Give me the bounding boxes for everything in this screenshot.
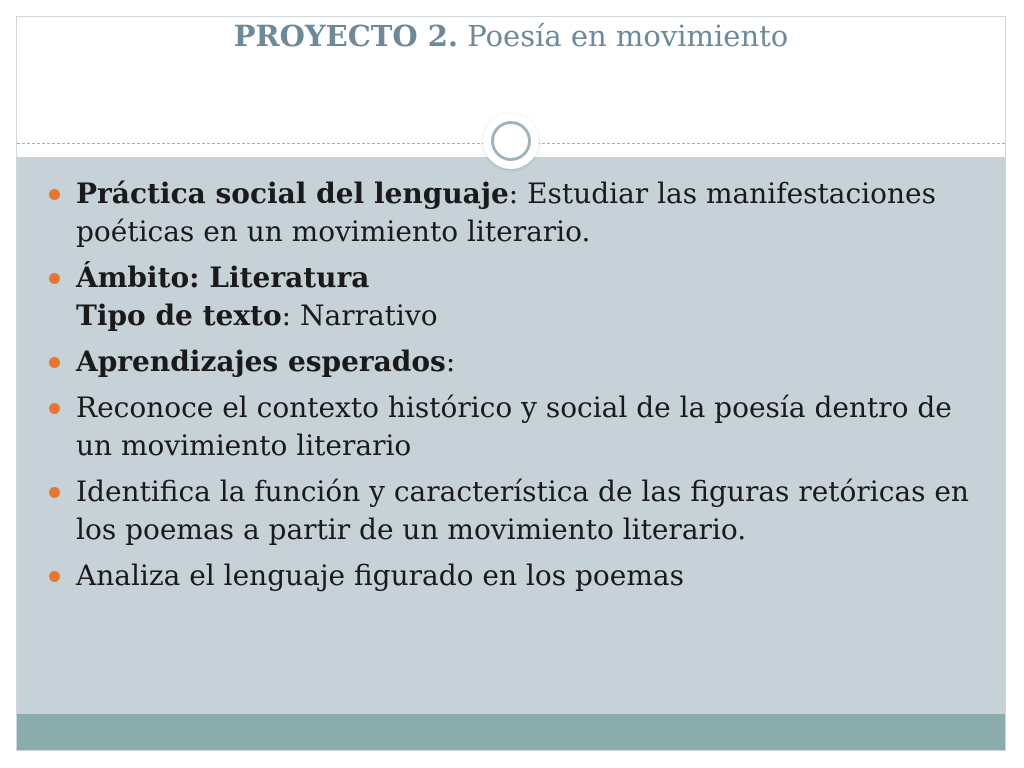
bullet-item-reconoce: [49, 389, 979, 465]
circle-ornament-icon: [483, 113, 539, 169]
bullet-text: Identifica la función y característica de las figuras retóricas en los poemas a partir de un movimiento literario.: [76, 475, 969, 546]
bullet-bold-label: Práctica social del lenguaje: [76, 177, 509, 210]
slide-title: [17, 18, 1005, 54]
bullet-text: : Estudiar las manifestaciones poéticas en un movimiento literario.: [76, 177, 936, 248]
bullet-item-aprendizajes: [49, 343, 979, 381]
slide: [16, 16, 1006, 751]
title-subject: Poesía en movimiento: [458, 19, 789, 53]
bullet-text: :: [445, 345, 456, 378]
bullet-dot-icon: [49, 189, 60, 200]
bullet-list: [49, 175, 979, 603]
bullet-dot-icon: [49, 357, 60, 368]
bullet-tipo-value: : Narrativo: [281, 299, 438, 332]
bullet-item-practica: [49, 175, 979, 251]
bullet-item-ambito: [49, 259, 979, 335]
title-project-number: PROYECTO 2.: [233, 19, 459, 53]
bullet-dot-icon: [49, 273, 60, 284]
bullet-dot-icon: [49, 487, 60, 498]
ornament-ring: [491, 121, 531, 161]
bullet-item-identifica: [49, 473, 979, 549]
bullet-dot-icon: [49, 403, 60, 414]
bullet-bold-label: Aprendizajes esperados: [76, 345, 446, 378]
bullet-text: Analiza el lenguaje figurado en los poemas: [76, 559, 684, 592]
bullet-item-analiza: [49, 557, 979, 595]
bullet-tipo-label: Tipo de texto: [76, 299, 282, 332]
bullet-ambito-label: Ámbito: Literatura: [76, 261, 370, 294]
footer-band: [17, 714, 1005, 750]
bullet-text: Reconoce el contexto histórico y social de la poesía dentro de un movimiento literario: [76, 391, 952, 462]
bullet-dot-icon: [49, 571, 60, 582]
